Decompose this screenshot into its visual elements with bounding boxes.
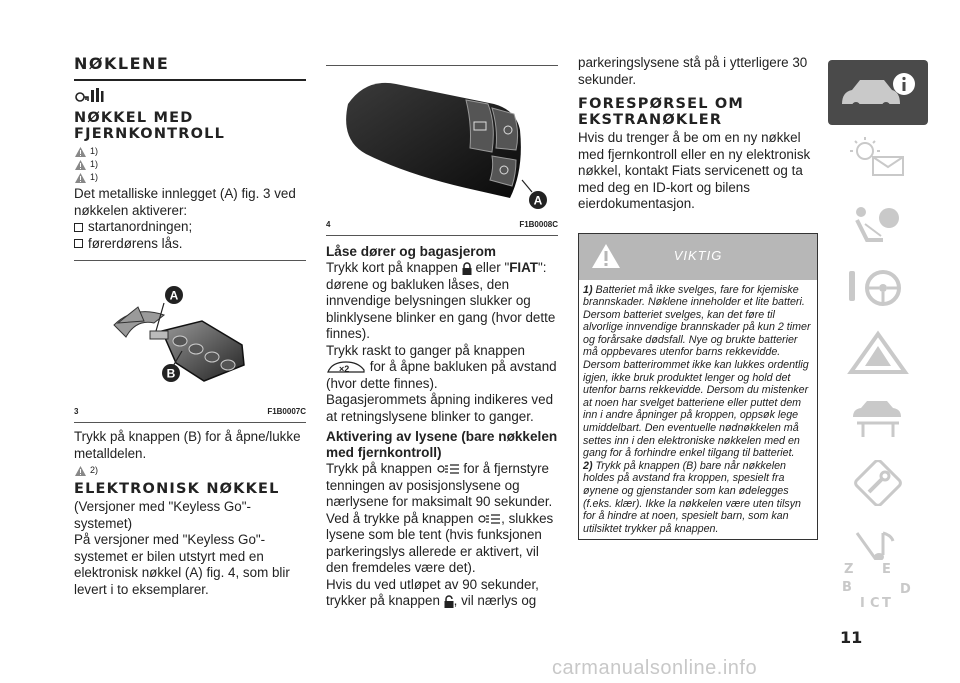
paragraph: parkeringslysene stå på i ytterligere 30 sekunder. xyxy=(578,55,808,87)
figure-number: 3 xyxy=(74,406,79,416)
airbag-seat-icon xyxy=(843,200,913,246)
divider xyxy=(74,79,306,81)
warning-ref: 1) xyxy=(74,158,306,171)
car-lift-icon xyxy=(843,395,913,441)
fiat-label: FIAT xyxy=(509,260,538,275)
nav-tab-vehicle-info[interactable] xyxy=(828,60,928,125)
nav-tab-safety[interactable] xyxy=(828,190,928,255)
electronic-key-illustration xyxy=(326,70,558,210)
index-letter: T xyxy=(882,596,891,611)
paragraph: Trykk kort på knappen eller "FIAT": dørene og bakluken låses, den innvendige belysningen slukker og blinklysene blinker en gang (hvor dette finnes). xyxy=(326,260,556,341)
warning-ref: 1) xyxy=(74,145,306,158)
index-letter: C xyxy=(870,596,880,611)
important-box xyxy=(578,233,818,541)
index-letter: B xyxy=(842,580,852,595)
index-letter: D xyxy=(900,582,911,597)
paragraph: ×2 for å åpne bakluken på avstand (hvor dette finnes). xyxy=(326,359,557,391)
paragraph: Trykk på knappen for å fjernstyre tenningen av posisjonslysene og nærlysene for maksimalt 90 sekunder. xyxy=(326,461,553,509)
padlock-icon xyxy=(462,262,472,275)
nav-tab-emergency[interactable] xyxy=(828,320,928,385)
callout-b: B xyxy=(166,366,176,381)
bullet-item: førerdørens lås. xyxy=(74,236,306,253)
section-title: NØKLENE xyxy=(74,54,170,73)
index-letter: E xyxy=(882,562,891,577)
heading-lock-doors: Låse dører og bagasjerom xyxy=(326,244,496,259)
heading-electronic-key: ELEKTRONISK NØKKEL xyxy=(74,481,280,497)
figure-caption xyxy=(326,217,558,234)
heading-remote-key: NØKKEL MED FJERNKONTROLL xyxy=(74,110,226,142)
key-icon xyxy=(74,86,104,104)
column-2 xyxy=(326,55,558,610)
divider xyxy=(326,235,558,236)
lights-icon xyxy=(477,513,501,525)
wrench-gear-icon xyxy=(843,460,913,506)
index-letters xyxy=(836,562,920,616)
figure-number: 4 xyxy=(326,219,331,229)
lights-icon xyxy=(436,463,460,475)
paragraph: På versjoner med "Keyless Go"-systemet er bilen utstyrt med en elektronisk nøkkel (A) fig. 4, som blir levert i to eksemplarer. xyxy=(74,532,290,597)
column-3 xyxy=(578,55,818,540)
paragraph: Bagasjerommets åpning indikeres ved at retningslysene blinker to ganger. xyxy=(326,392,554,424)
paragraph: Hvis du ved utløpet av 90 sekunder, trykker på knappen , vil nærlys og xyxy=(326,576,539,608)
warning-triangle-icon xyxy=(74,172,87,184)
nav-tab-dashboard[interactable] xyxy=(828,125,928,190)
checkbox-bullet-icon xyxy=(74,239,83,248)
steering-wheel-icon xyxy=(843,265,913,311)
nav-tab-technical-data[interactable] xyxy=(828,450,928,515)
intro-text: Det metalliske innlegget (A) fig. 3 ved nøkkelen aktiverer: xyxy=(74,186,296,218)
index-letter: I xyxy=(860,596,865,611)
paragraph: (Versjoner med "Keyless Go"-systemet) xyxy=(74,499,251,531)
warning-triangle-icon xyxy=(843,330,913,376)
index-letter: Z xyxy=(844,562,854,577)
warning-lights-icon xyxy=(843,135,913,181)
car-info-icon xyxy=(836,70,920,116)
divider xyxy=(326,65,558,66)
warning-triangle-icon xyxy=(74,146,87,158)
figure-code: F1B0007C xyxy=(267,406,306,416)
nav-tab-maintenance[interactable] xyxy=(828,385,928,450)
warning-ref: 2) xyxy=(74,464,306,477)
page-number: 11 xyxy=(840,628,863,647)
divider xyxy=(74,260,306,261)
important-header xyxy=(579,234,817,280)
warning-triangle-icon xyxy=(74,159,87,171)
divider xyxy=(74,422,306,423)
important-title: VIKTIG xyxy=(673,248,723,264)
callout-a: A xyxy=(169,288,179,303)
warning-triangle-icon xyxy=(591,243,621,269)
important-body xyxy=(579,280,817,540)
unlock-icon xyxy=(444,595,454,608)
nav-tab-index[interactable] xyxy=(828,560,928,618)
paragraph: Ved å trykke på knappen , slukkes lysene som ble tent (hvis funksjonen parkeringslys allerede er aktivert, vil den fremdeles være det). xyxy=(326,510,554,575)
figure-caption xyxy=(74,404,306,421)
warning-note-2: 2) Trykk på knappen (B) bare når nøkkelen holdes på avstand fra kroppen, spesielt fra øynene og gjenstander som kan ødelegges (f.eks. klær). Ikke la nøkkelen være uten tilsyn for å hindre at noen, spesielt barn, som kan utilsiktet trykker på knappen. xyxy=(583,459,801,535)
double-press-trunk-icon: ×2 xyxy=(326,360,366,374)
paragraph: Trykk raskt to ganger på knappen xyxy=(326,342,525,358)
nav-tab-driving[interactable] xyxy=(828,255,928,320)
remote-key-illustration xyxy=(74,265,306,397)
callout-a: A xyxy=(533,193,543,208)
heading-activate-lights: Aktivering av lysene (bare nøkkelen med fjernkontroll) xyxy=(326,429,558,460)
checkbox-bullet-icon xyxy=(74,223,83,232)
warning-refs xyxy=(74,145,306,184)
figure-3 xyxy=(74,265,306,420)
watermark: carmanualsonline.info xyxy=(552,657,758,679)
warning-ref: 1) xyxy=(74,171,306,184)
warning-triangle-icon xyxy=(74,465,87,477)
warning-note-1: 1) Batteriet må ikke svelges, fare for kjemiske brannskader. Nøklene inneholder et lite batteri. Dersom batteriet svelges, kan det føre til alvorlige innvendige brannskader på kun 2 timer og forårsake dødsfall. Nye og brukte batterier må oppbevares utenfor barns rekkevidde. Dersom batterirommet ikke kan lukkes ordentlig igjen, ikke bruk produktet lenger og hold det utenfor barns rekkevidde. Dersom du mistenker at noen har svelget batteriene eller puttet dem inn i andre åpninger på kroppen, oppsøk lege umiddelbart. Den eventuelle nødnøkkelen må settes inn i den elektroniske nøkkelen med en gang for å forhindre enkel tilgang til batteriet. xyxy=(583,283,811,460)
figure-4 xyxy=(326,70,558,233)
column-1 xyxy=(74,55,306,598)
paragraph: Hvis du trenger å be om en ny nøkkel med fjernkontroll eller en ny elektronisk nøkkel, kontakt Fiats servicenett og ta med deg en ID-kort og bilens eierdokumentasjon. xyxy=(578,130,811,211)
heading-extra-keys: FORESPØRSEL OM EKSTRANØKLER xyxy=(578,96,745,128)
paragraph: Trykk på knappen (B) for å åpne/lukke metalldelen. xyxy=(74,429,301,461)
figure-code: F1B0008C xyxy=(519,219,558,229)
bullet-item: startanordningen; xyxy=(74,219,306,236)
